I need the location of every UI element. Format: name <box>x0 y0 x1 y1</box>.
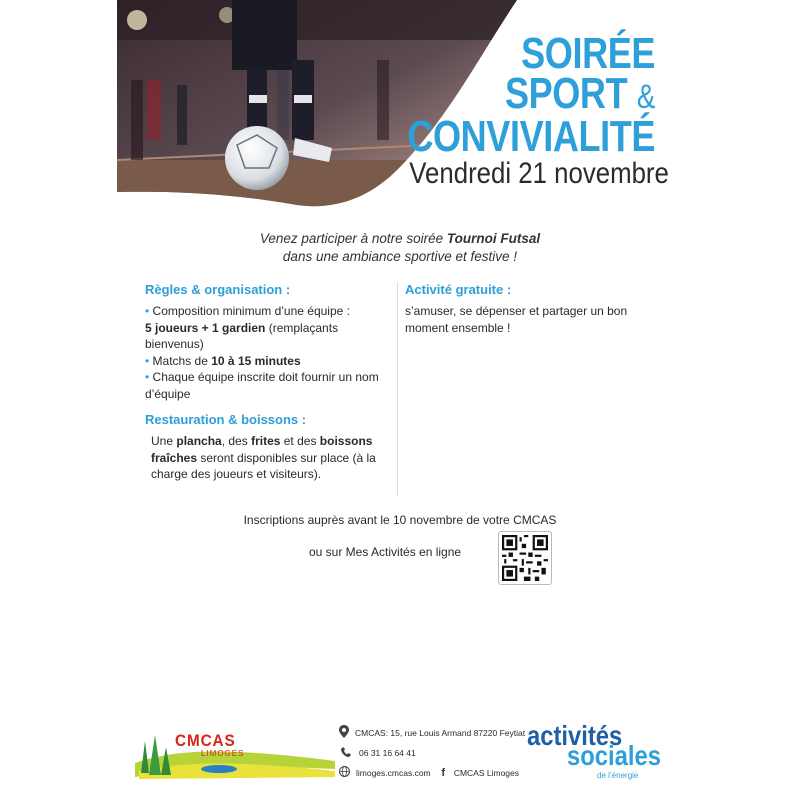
food-plancha: plancha <box>176 434 222 448</box>
rules-item-matches-text: Matchs de <box>152 353 212 368</box>
rules-item-team-note: (remplaçants bienvenus) <box>145 320 339 351</box>
bullet-icon: • <box>145 304 150 318</box>
event-date: Vendredi 21 novembre <box>409 157 669 190</box>
phone-icon <box>339 747 353 760</box>
title-line-soiree: SOIRÉE <box>521 29 655 78</box>
right-column <box>405 282 655 336</box>
food-text-c: , des <box>221 434 252 448</box>
rules-item-name-text: Chaque équipe inscrite doit fournir un nom d’équipe <box>145 370 379 401</box>
contact-phone[interactable]: 06 31 16 64 41 <box>359 748 416 758</box>
activites-sociales-logo <box>527 720 667 783</box>
food-heading: Restauration & boissons : <box>145 412 307 427</box>
footer <box>117 715 683 785</box>
bullet-icon: • <box>145 370 150 384</box>
food-boissons: boissons fraîches <box>151 434 373 465</box>
food-section <box>145 412 385 483</box>
rules-item-matches-bold: 10 à 15 minutes <box>211 353 301 368</box>
as-logo-text-2: sociales <box>567 740 661 771</box>
contact-phone-row <box>339 743 519 763</box>
as-logo-text-1: activités <box>527 720 623 751</box>
intro-prefix: Venez participer à notre soirée <box>259 231 447 246</box>
rules-item-name <box>145 369 385 402</box>
food-frites: frites <box>251 434 281 448</box>
rules-item-team-bold: 5 joueurs + 1 gardien <box>145 320 266 335</box>
contact-address-row <box>339 723 526 743</box>
registration-line-1: Inscriptions auprès avant le 10 novembre de votre CMCAS <box>243 513 557 527</box>
activity-text: s’amuser, se dépenser et partager un bon moment ensemble ! <box>405 304 628 335</box>
title-sport-word: SPORT <box>504 69 628 118</box>
bullet-icon: • <box>145 353 150 368</box>
title-line-convivialite: CONVIVIALITÉ <box>407 112 655 161</box>
contact-website[interactable]: limoges.cmcas.com <box>356 768 431 778</box>
cmcas-logo <box>135 721 335 781</box>
cmcas-logo-text: CMCAS <box>175 731 236 750</box>
food-text-d: et des <box>280 434 320 448</box>
qr-code-graphic <box>502 535 548 581</box>
event-title <box>353 29 655 161</box>
qr-code-icon[interactable] <box>498 531 552 585</box>
intro-line-1 <box>117 230 683 248</box>
flyer-page <box>117 0 683 800</box>
activity-heading: Activité gratuite : <box>405 282 512 297</box>
intro-text <box>117 230 683 266</box>
location-pin-icon <box>339 725 349 741</box>
contact-address: CMCAS: 15, rue Louis Armand 87220 Feytiat <box>355 728 526 738</box>
title-line-sport <box>407 69 655 118</box>
globe-icon <box>339 766 350 780</box>
left-column <box>145 282 385 493</box>
food-text-e: seront disponibles sur place (à la charge des joueurs et visiteurs). <box>151 450 376 481</box>
facebook-icon: f <box>441 767 446 779</box>
contact-block <box>339 723 526 783</box>
rules-section <box>145 282 385 402</box>
intro-tournament-name: Tournoi Futsal <box>446 231 541 246</box>
cmcas-logo-subtext: LIMOGES <box>201 749 245 758</box>
title-ampersand: & <box>636 78 655 116</box>
food-text-a: Une <box>151 434 177 448</box>
contact-facebook[interactable]: CMCAS Limoges <box>453 768 519 778</box>
intro-line-2: dans une ambiance sportive et festive ! <box>282 249 518 264</box>
rules-heading: Règles & organisation : <box>145 282 291 297</box>
rules-item-team-text: Composition minimum d’une équipe : <box>152 304 350 318</box>
rules-item-matches <box>145 353 385 370</box>
as-logo-subtext: de l’énergie <box>597 771 639 780</box>
food-text <box>145 433 385 483</box>
registration-line-2: ou sur Mes Activités en ligne <box>309 545 462 559</box>
column-divider <box>397 282 398 497</box>
contact-web-row <box>339 763 519 783</box>
rules-item-team <box>145 303 385 353</box>
